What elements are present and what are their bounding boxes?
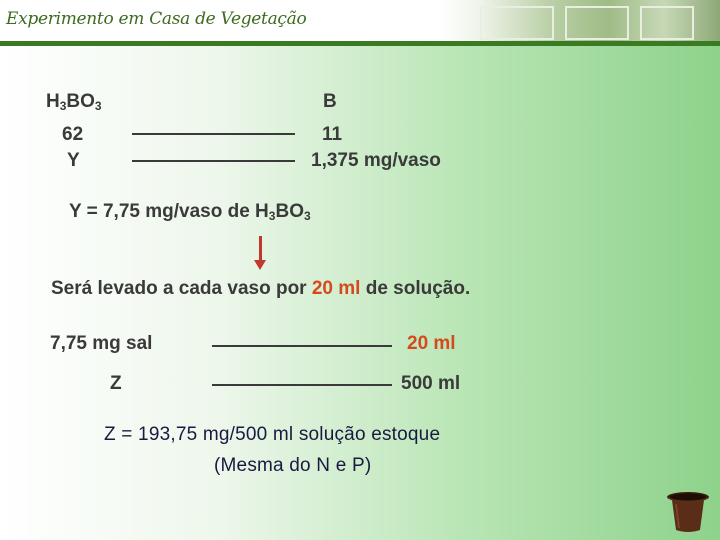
element-b: B xyxy=(323,91,337,112)
statement-text: Será levado a cada vaso por 20 ml de solução. xyxy=(51,278,471,299)
plant-pot-icon xyxy=(664,490,712,534)
result-y: Y = 7,75 mg/vaso de $H_3BO_3$ xyxy=(69,201,311,223)
slide-header xyxy=(0,0,720,44)
proportion1-right-bottom: 1,375 mg/vaso xyxy=(311,150,441,171)
proportion-line xyxy=(132,160,295,162)
proportion1-left-bottom: Y xyxy=(67,150,80,171)
greenhouse-structure xyxy=(640,6,694,40)
slide-title: Experimento em Casa de Vegetação xyxy=(6,9,307,29)
down-arrow-head-icon xyxy=(254,260,266,270)
proportion-line xyxy=(132,133,295,135)
final-result: Z = 193,75 mg/500 ml solução estoque xyxy=(104,424,441,445)
proportion2-left-top: 7,75 mg sal xyxy=(50,333,153,354)
proportion1-left-top: 62 xyxy=(62,124,84,145)
proportion1-right-top: 11 xyxy=(322,124,343,145)
proportion2-right-top: 20 ml xyxy=(407,333,456,354)
formula-h3bo3: $H_3BO_3$ xyxy=(46,91,102,113)
final-note: (Mesma do N e P) xyxy=(214,455,372,476)
greenhouse-photo xyxy=(440,0,720,44)
greenhouse-structure xyxy=(480,6,554,40)
proportion-line xyxy=(212,384,392,386)
proportion-line xyxy=(212,345,392,347)
greenhouse-structure xyxy=(565,6,629,40)
proportion2-right-bottom: 500 ml xyxy=(401,373,461,394)
proportion2-left-bottom: Z xyxy=(110,373,122,394)
